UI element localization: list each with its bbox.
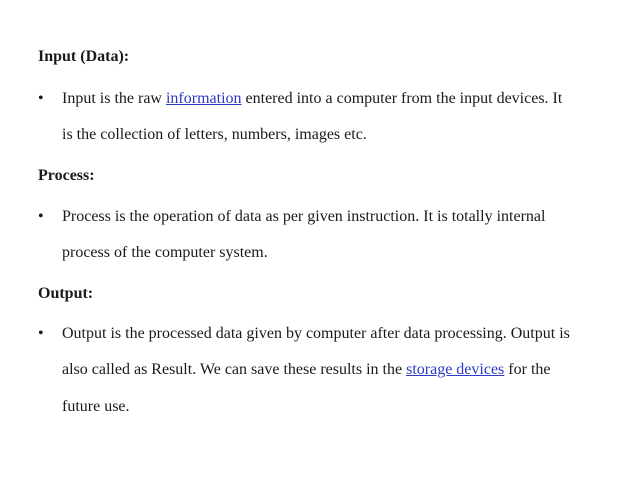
output-text-pre: also called as Result. We can save these results in the bbox=[62, 361, 407, 378]
bullet-input: • bbox=[38, 90, 44, 107]
storage-devices-link[interactable]: storage devices bbox=[406, 361, 505, 378]
input-description-line-1 bbox=[62, 89, 562, 109]
output-text-post: for the bbox=[504, 361, 551, 378]
information-link[interactable]: information bbox=[165, 90, 242, 107]
process-description-line-2: process of the computer system. bbox=[62, 244, 268, 261]
output-description-line-3: future use. bbox=[62, 398, 130, 415]
input-description-line-2: is the collection of letters, numbers, images etc. bbox=[62, 126, 367, 143]
heading-input: Input (Data): bbox=[38, 48, 130, 65]
process-description-line-1: Process is the operation of data as per given instruction. It is totally internal bbox=[62, 208, 546, 225]
output-description-line-1: Output is the processed data given by computer after data processing. Output is bbox=[62, 325, 570, 342]
bullet-output: • bbox=[38, 325, 44, 342]
bullet-process: • bbox=[38, 208, 44, 225]
output-description-line-2 bbox=[62, 360, 550, 380]
heading-output: Output: bbox=[38, 285, 94, 302]
heading-process: Process: bbox=[38, 167, 95, 184]
input-text-pre: Input is the raw bbox=[62, 90, 166, 107]
input-text-post: entered into a computer from the input devices. It bbox=[241, 90, 563, 107]
